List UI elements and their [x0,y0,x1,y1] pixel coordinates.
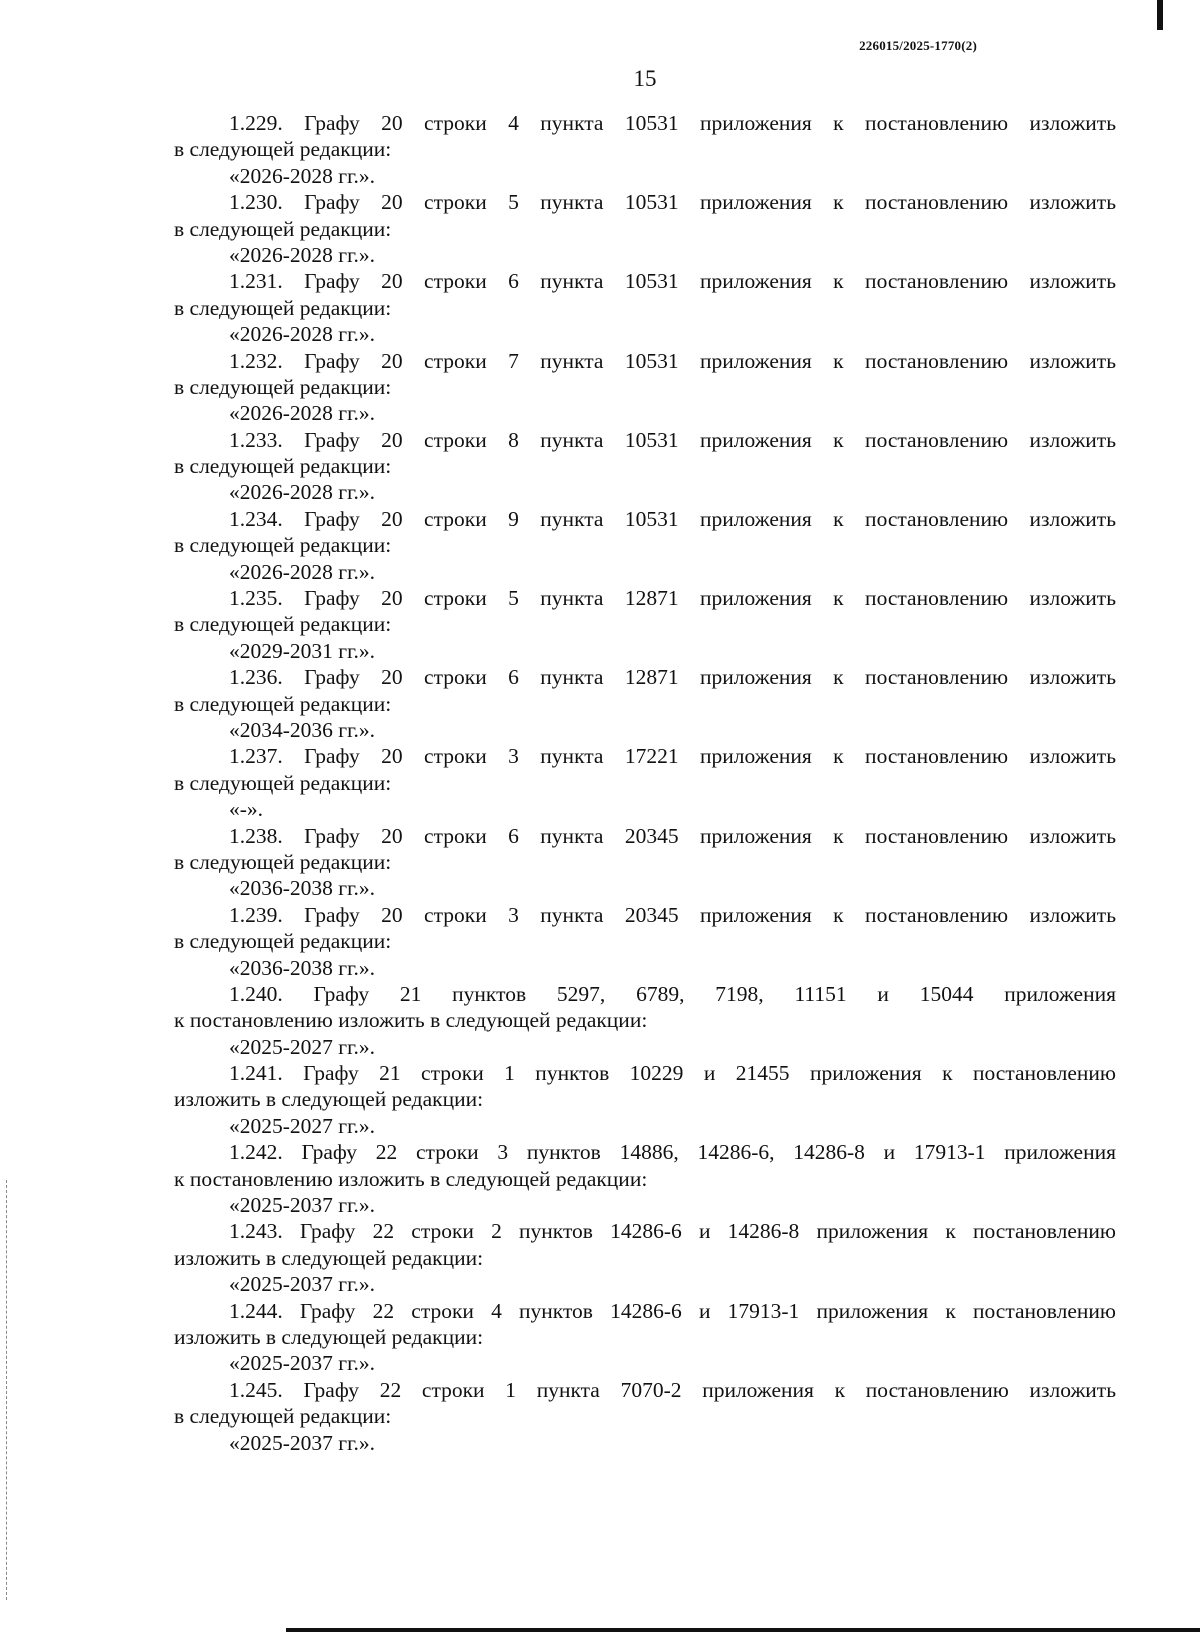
paragraph-continuation-line: в следующей редакции: [174,216,392,241]
paragraph-continuation-line: к постановлению изложить в следующей редакции: [174,1008,648,1033]
paragraph-first-line: 1.230. Графу 20 строки 5 пункта 10531 приложения к постановлению изложить [229,190,1116,215]
paragraph-continuation-line: в следующей редакции: [174,1404,392,1429]
amendment-paragraph [174,823,1116,902]
paragraph-continuation-line: в следующей редакции: [174,533,392,558]
new-value-text: «2025-2027 гг.». [229,1034,375,1059]
amendment-paragraph [174,1377,1116,1456]
paragraph-continuation-line: изложить в следующей редакции: [174,1245,484,1270]
page-number: 15 [633,66,657,91]
paragraph-first-line: 1.239. Графу 20 строки 3 пункта 20345 приложения к постановлению изложить [229,902,1116,927]
amendment-paragraph [174,348,1116,427]
scan-bottom-edge [286,1628,1200,1632]
new-value-text: «2029-2031 гг.». [229,638,375,663]
scan-edge [6,1180,8,1600]
paragraph-continuation-line: изложить в следующей редакции: [174,1324,484,1349]
paragraph-first-line: 1.237. Графу 20 строки 3 пункта 17221 приложения к постановлению изложить [229,744,1116,769]
amendment-paragraph [174,1298,1116,1377]
amendment-paragraph [174,1218,1116,1297]
new-value-text: «2026-2028 гг.». [229,559,375,584]
new-value-text: «2036-2038 гг.». [229,876,375,901]
new-value-text: «2036-2038 гг.». [229,955,375,980]
paragraph-continuation-line: изложить в следующей редакции: [174,1087,484,1112]
paragraph-continuation-line: в следующей редакции: [174,295,392,320]
amendment-paragraph [174,268,1116,347]
new-value-text: «2025-2037 гг.». [229,1272,375,1297]
scan-mark [1157,0,1163,30]
paragraph-first-line: 1.243. Графу 22 строки 2 пунктов 14286-6 и 14286-8 приложения к постановлению [229,1219,1116,1244]
paragraph-first-line: 1.241. Графу 21 строки 1 пунктов 10229 и 21455 приложения к постановлению [229,1061,1116,1086]
paragraph-continuation-line: в следующей редакции: [174,454,392,479]
amendment-paragraph [174,902,1116,981]
paragraph-first-line: 1.236. Графу 20 строки 6 пункта 12871 приложения к постановлению изложить [229,665,1116,690]
paragraph-first-line: 1.233. Графу 20 строки 8 пункта 10531 приложения к постановлению изложить [229,427,1116,452]
new-value-text: «2025-2037 гг.». [229,1430,375,1455]
document-body [174,110,1116,1456]
new-value-text: «2025-2037 гг.». [229,1193,375,1218]
new-value-text: «2025-2037 гг.». [229,1351,375,1376]
amendment-paragraph [174,664,1116,743]
amendment-paragraph [174,1060,1116,1139]
new-value-text: «2025-2027 гг.». [229,1113,375,1138]
paragraph-continuation-line: в следующей редакции: [174,849,392,874]
paragraph-first-line: 1.229. Графу 20 строки 4 пункта 10531 приложения к постановлению изложить [229,111,1116,135]
amendment-paragraph [174,110,1116,189]
document-id: 226015/2025-1770(2) [859,38,977,53]
new-value-text: «2026-2028 гг.». [229,401,375,426]
paragraph-continuation-line: в следующей редакции: [174,929,392,954]
paragraph-first-line: 1.240. Графу 21 пунктов 5297, 6789, 7198, 11151 и 15044 приложения [229,981,1116,1006]
paragraph-continuation-line: в следующей редакции: [174,137,392,162]
amendment-paragraph [174,981,1116,1060]
paragraph-first-line: 1.244. Графу 22 строки 4 пунктов 14286-6 и 17913-1 приложения к постановлению [229,1298,1116,1323]
new-value-text: «-». [229,797,264,822]
paragraph-first-line: 1.235. Графу 20 строки 5 пункта 12871 приложения к постановлению изложить [229,586,1116,611]
paragraph-continuation-line: в следующей редакции: [174,770,392,795]
amendment-paragraph [174,189,1116,268]
paragraph-first-line: 1.234. Графу 20 строки 9 пункта 10531 приложения к постановлению изложить [229,506,1116,531]
paragraph-first-line: 1.231. Графу 20 строки 6 пункта 10531 приложения к постановлению изложить [229,269,1116,294]
amendment-paragraph [174,743,1116,822]
amendment-paragraph [174,427,1116,506]
paragraph-first-line: 1.232. Графу 20 строки 7 пункта 10531 приложения к постановлению изложить [229,348,1116,373]
new-value-text: «2034-2036 гг.». [229,717,375,742]
new-value-text: «2026-2028 гг.». [229,322,375,347]
paragraph-first-line: 1.238. Графу 20 строки 6 пункта 20345 приложения к постановлению изложить [229,823,1116,848]
amendment-paragraph [174,585,1116,664]
paragraph-continuation-line: в следующей редакции: [174,691,392,716]
paragraph-continuation-line: в следующей редакции: [174,612,392,637]
amendment-paragraph [174,1139,1116,1218]
paragraph-first-line: 1.245. Графу 22 строки 1 пункта 7070-2 приложения к постановлению изложить [229,1377,1116,1402]
paragraph-continuation-line: к постановлению изложить в следующей редакции: [174,1166,648,1191]
amendment-paragraph [174,506,1116,585]
paragraph-continuation-line: в следующей редакции: [174,374,392,399]
new-value-text: «2026-2028 гг.». [229,480,375,505]
new-value-text: «2026-2028 гг.». [229,242,375,267]
new-value-text: «2026-2028 гг.». [229,163,375,188]
paragraph-first-line: 1.242. Графу 22 строки 3 пунктов 14886, 14286-6, 14286-8 и 17913-1 приложения [229,1140,1116,1165]
